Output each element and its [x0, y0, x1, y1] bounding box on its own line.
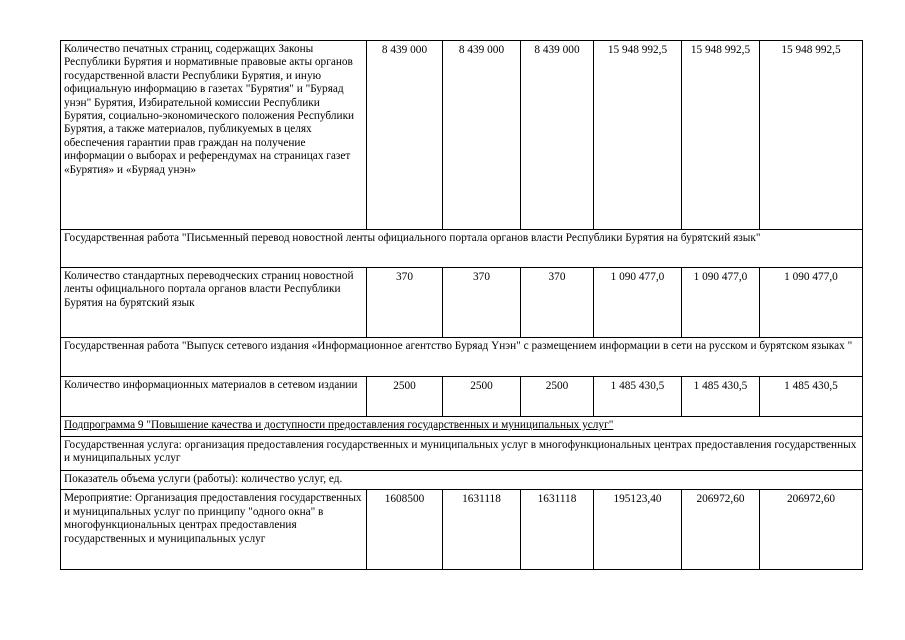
value-cell: 15 948 992,5: [594, 41, 682, 230]
value-cell: 195123,40: [594, 490, 682, 570]
value-cell: 1 090 477,0: [760, 268, 863, 338]
table-row: [61, 230, 863, 268]
value-cell: 15 948 992,5: [682, 41, 760, 230]
value-cell: 1631118: [443, 490, 521, 570]
indicator-description: Количество печатных страниц, содержащих Законы Республики Бурятия и нормативные правовые акты органов государственной власти Республики Бурятия, и иную официальную информацию в газетах "Бурятия" и "Буряад унэн" Бурятия, Избирательной комиссии Республики Бурятия, социально-экономического положения Республики Бурятия, а также материалов, публикуемых в целях обеспечения гарантии прав граждан на получение информации о выборах и референдумах на страницах газет «Бурятия» и «Буряад унэн»: [61, 41, 367, 230]
subprogram-title: Подпрограмма 9 "Повышение качества и доступности предоставления государственных и муниципальных услуг": [64, 419, 614, 431]
value-cell: 370: [521, 268, 594, 338]
indicator-description: Мероприятие: Организация предоставления государственных и муниципальных услуг по принципу "одного окна" в многофункциональных центрах предоставления государственных и муниципальных услуг: [61, 490, 367, 570]
value-cell: 2500: [367, 377, 443, 417]
table-row: [61, 377, 863, 417]
indicator-heading: Показатель объема услуги (работы): количество услуг, ед.: [61, 471, 863, 490]
indicator-description: Количество стандартных переводческих страниц новостной ленты официального портала органов власти Республики Бурятия на бурятский язык: [61, 268, 367, 338]
budget-table: [60, 40, 863, 570]
value-cell: 8 439 000: [443, 41, 521, 230]
value-cell: 2500: [443, 377, 521, 417]
value-cell: 1 485 430,5: [594, 377, 682, 417]
value-cell: 1 485 430,5: [760, 377, 863, 417]
value-cell: 206972,60: [682, 490, 760, 570]
value-cell: 370: [367, 268, 443, 338]
value-cell: 8 439 000: [367, 41, 443, 230]
table-row: [61, 437, 863, 471]
value-cell: 1608500: [367, 490, 443, 570]
section-heading: Государственная работа "Выпуск сетевого издания «Информационное агентство Буряад Үнэн" с размещением информации в сети на русском и бурятском языках ": [61, 338, 863, 377]
section-heading: Государственная работа "Письменный перевод новостной ленты официального портала органов власти Республики Бурятия на бурятский язык": [61, 230, 863, 268]
table-row: [61, 338, 863, 377]
indicator-description: Количество информационных материалов в сетевом издании: [61, 377, 367, 417]
value-cell: 15 948 992,5: [760, 41, 863, 230]
value-cell: 8 439 000: [521, 41, 594, 230]
table-row: [61, 417, 863, 437]
value-cell: 206972,60: [760, 490, 863, 570]
table-row: [61, 268, 863, 338]
value-cell: 1631118: [521, 490, 594, 570]
table-row: [61, 41, 863, 230]
value-cell: 1 485 430,5: [682, 377, 760, 417]
value-cell: 1 090 477,0: [682, 268, 760, 338]
value-cell: 1 090 477,0: [594, 268, 682, 338]
value-cell: 370: [443, 268, 521, 338]
service-heading: Государственная услуга: организация предоставления государственных и муниципальных услуг в многофункциональных центрах предоставления государственных и муниципальных услуг: [61, 437, 863, 471]
subprogram-heading: [61, 417, 863, 437]
value-cell: 2500: [521, 377, 594, 417]
table-row: [61, 490, 863, 570]
table-row: [61, 471, 863, 490]
